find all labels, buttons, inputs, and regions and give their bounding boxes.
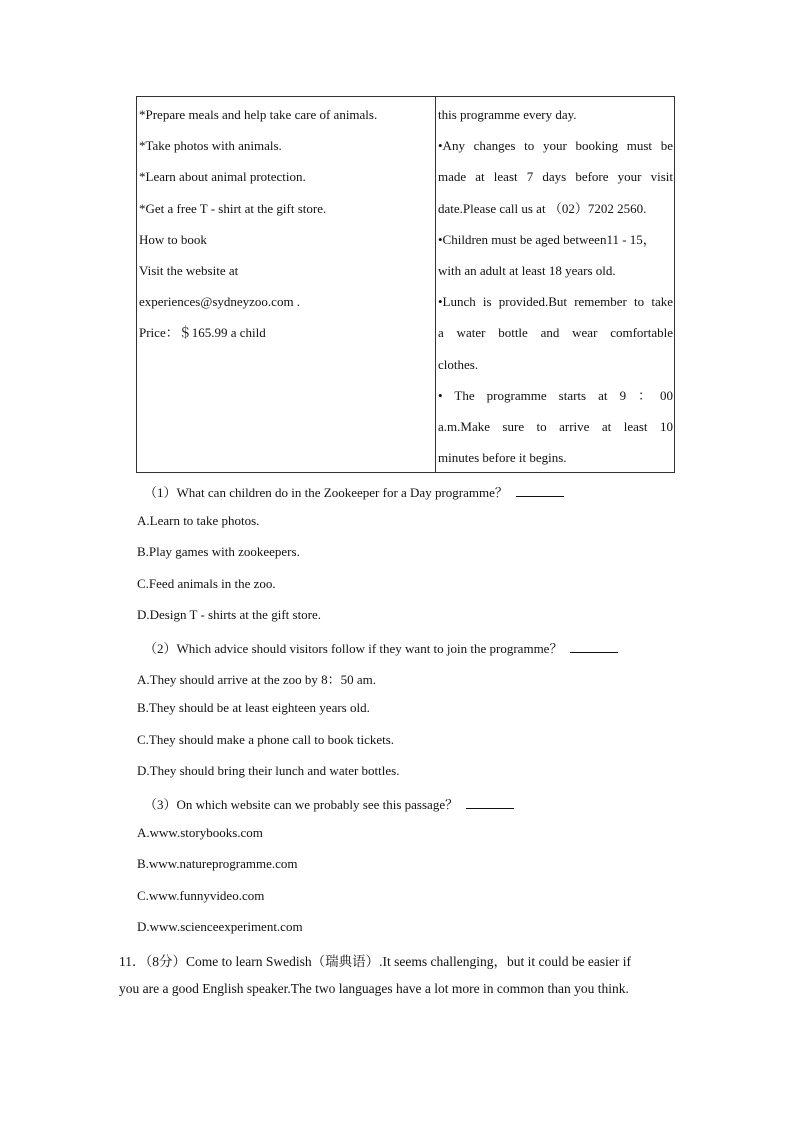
question-stem [144,794,514,813]
question-2-stem: （2）Which advice should visitors follow if they want to join the programme？ [144,641,563,656]
passage-11-line-1: 11．（8分）Come to learn Swedish（瑞典语）.It seems challenging，but it could be easier if [119,954,632,969]
option-item: B.www.natureprogramme.com [137,856,298,871]
option-item: B.Play games with zookeepers. [137,544,300,559]
info-table [136,96,675,473]
table-right-column [436,97,674,472]
table-left-column [137,97,436,472]
table-left-line: How to book [139,231,207,247]
table-left-line: Price：＄165.99 a child [139,325,266,341]
question-stem [144,482,564,501]
option-item: A.They should arrive at the zoo by 8：50 am. [137,672,376,687]
table-left-line: *Learn about animal protection. [139,169,306,185]
table-right-line: •Lunch is provided.But remember to take [438,294,673,310]
table-left-line: experiences@sydneyzoo.com . [139,294,301,310]
option-item: C.www.funnyvideo.com [137,888,265,903]
table-right-line: date.Please call us at （02）7202 2560. [438,200,647,216]
table-right-line: clothes. [438,356,479,372]
table-left-line: *Prepare meals and help take care of animals. [139,107,378,122]
table-left-line: Visit the website at [139,262,239,278]
table-left-line: *Get a free T - shirt at the gift store. [139,200,327,216]
table-left-line: *Take photos with animals. [139,138,282,154]
option-item: A.www.storybooks.com [137,825,263,840]
table-right-line: minutes before it begins. [438,450,567,466]
table-right-line: a water bottle and wear comfortable [438,325,673,341]
option-item: D.They should bring their lunch and water bottles. [137,763,400,778]
option-item: C.Feed animals in the zoo. [137,576,276,591]
table-right-line: a.m.Make sure to arrive at least 10 [438,418,673,434]
answer-blank[interactable] [570,640,618,653]
table-right-line: this programme every day. [438,107,577,122]
table-right-line: •Any changes to your booking must be [438,138,673,154]
option-item: A.Learn to take photos. [137,513,260,528]
question-3-stem: （3）On which website can we probably see this passage？ [144,797,459,812]
answer-blank[interactable] [516,484,564,497]
option-item: D.Design T - shirts at the gift store. [137,607,322,622]
question-stem [144,638,618,657]
answer-blank[interactable] [466,796,514,809]
option-item: C.They should make a phone call to book tickets. [137,732,395,747]
option-item: B.They should be at least eighteen years old. [137,700,370,715]
passage-11-line-2: you are a good English speaker.The two languages have a lot more in common than you think. [119,981,629,996]
question-1-stem: （1）What can children do in the Zookeeper for a Day programme？ [144,485,508,500]
table-right-line: •Children must be aged between11 - 15， [438,231,656,247]
option-item: D.www.scienceexperiment.com [137,919,303,934]
table-right-line: with an adult at least 18 years old. [438,262,616,278]
table-right-line: made at least 7 days before your visit [438,169,673,185]
table-right-line: • The programme starts at 9 ：00 [438,387,673,403]
